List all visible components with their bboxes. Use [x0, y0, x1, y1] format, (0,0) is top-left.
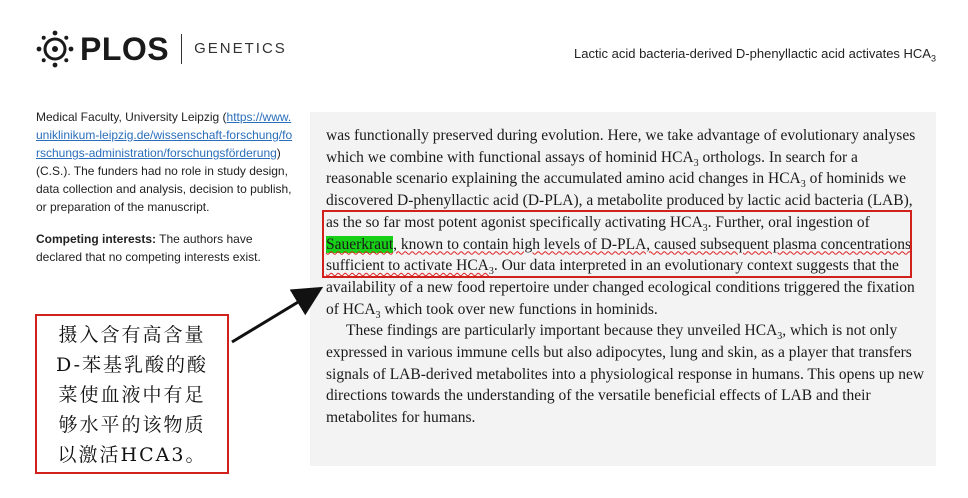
p1-segment-b: orthologs. In search for a reasonable scenario explaining the accumulated amino acid changes in HCA: [326, 148, 858, 188]
plos-logo-mark-icon: [36, 30, 74, 68]
journal-name: GENETICS: [194, 40, 287, 57]
logo-wordmark: PLOS: [80, 31, 170, 67]
hca3-subscript: 3: [800, 179, 806, 191]
running-title-text: Lactic acid bacteria-derived D-phenyllactic acid activates HCA: [574, 46, 931, 61]
summary-paragraph-2: [326, 320, 926, 429]
hca3-subscript: 3: [702, 222, 708, 234]
plos-logo: [36, 30, 287, 68]
hca3-subscript: 3: [375, 309, 381, 321]
p1-segment-g: which took over new functions in hominids.: [380, 300, 658, 318]
p2-segment-b: , which is not only expressed in various immune cells but also adipocytes, lung and skin, as a player that transfers signals of LAB-derived metabolites into a physiological response in humans. This opens up new directions towards the understanding of the versatile beneficial effects of LAB and their metabolites for humans.: [326, 322, 925, 427]
p1-segment-c: of hominids we discovered D-phenyllactic acid (D-PLA), a metabolite produced by lactic acid bacteria (LAB), as the so far most potent agonist specifically activating HCA: [326, 170, 913, 231]
funding-statement: [36, 108, 296, 216]
p1-segment-f: . Our data interpreted in an evolutionary context suggests that the availability of a new food repertoire under changed ecological conditions triggered the fixation of HCA: [326, 257, 915, 318]
competing-interests-label: Competing interests:: [36, 232, 157, 246]
logo-divider: [181, 34, 182, 64]
competing-interests: [36, 230, 296, 266]
p1-segment-d: . Further, oral ingestion of: [707, 213, 870, 231]
annotation-box: [35, 314, 229, 474]
hca3-subscript: 3: [777, 331, 783, 343]
p1-segment-e: , known to contain high levels of D-PLA, caused subsequent plasma concentrations sufficient to activate HCA: [326, 235, 911, 275]
running-title-subscript: 3: [930, 53, 936, 64]
annotation-line: 菜使血液中有足: [58, 384, 206, 406]
annotation-line: D-苯基乳酸的酸: [55, 354, 208, 376]
competing-interests-text: The authors have declared that no competing interests exist.: [36, 232, 261, 264]
funding-sidebar: [36, 108, 296, 266]
annotation-line: 以激活HCA3。: [57, 444, 207, 466]
funding-prefix: Medical Faculty, University Leipzig (: [36, 110, 227, 124]
annotation-line: 摄入含有高含量: [58, 324, 206, 346]
annotation-line: 够水平的该物质: [58, 414, 206, 436]
funding-link[interactable]: https://www.uniklinikum-leipzig.de/wissenschaft-forschung/forschungs-administration/forschungsförderung: [36, 110, 293, 160]
hca3-subscript: 3: [488, 266, 494, 278]
highlight-box: [322, 210, 912, 278]
running-title: [574, 46, 936, 64]
highlighted-sauerkraut: Sauerkraut: [326, 235, 394, 253]
p2-segment-a: These findings are particularly important because they unveiled HCA: [346, 322, 778, 340]
p1-segment-a: was functionally preserved during evolution. Here, we take advantage of evolutionary analyses which we combine with functional assays of hominid HCA: [326, 127, 916, 166]
funding-suffix: ) (C.S.). The funders had no role in study design, data collection and analysis, decision to publish, or preparation of the manuscript.: [36, 146, 292, 214]
hca3-subscript: 3: [693, 157, 699, 169]
